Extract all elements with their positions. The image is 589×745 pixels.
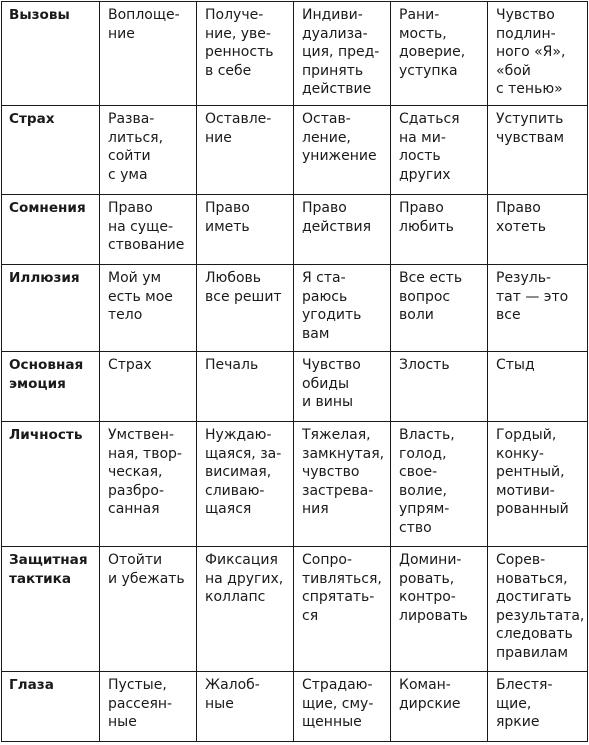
row-header: Иллюзия — [2, 265, 100, 352]
table-cell: Я ста- раюсь угодить вам — [294, 265, 391, 352]
table-cell: Индиви- дуализа- ция, пред- принять действие — [294, 2, 391, 106]
table-cell: Право на суще- ствование — [100, 195, 197, 265]
table-cell: Страдаю- щие, сму- щенные — [294, 672, 391, 742]
table-cell: Оставле- ние — [197, 106, 294, 195]
row-header: Страх — [2, 106, 100, 195]
table-body — [2, 2, 588, 742]
table-cell: Злость — [391, 352, 488, 422]
table-cell: Жалоб- ные — [197, 672, 294, 742]
row-header: Глаза — [2, 672, 100, 742]
table-cell: Сорев- новаться, достигать результата, следовать правилам — [488, 547, 588, 672]
table-cell: Любовь все решит — [197, 265, 294, 352]
row-header: Сомнения — [2, 195, 100, 265]
table-cell: Остав- ление, унижение — [294, 106, 391, 195]
table-cell: Отойти и убежать — [100, 547, 197, 672]
table-row-illusion — [2, 265, 588, 352]
row-header: Защитная тактика — [2, 547, 100, 672]
table-cell: Тяжелая, замкнутая, чувство застрева- ния — [294, 422, 391, 547]
table-row-doubts — [2, 195, 588, 265]
comparison-table — [1, 1, 588, 742]
table-row-defense — [2, 547, 588, 672]
table-cell: Рани- мость, доверие, уступка — [391, 2, 488, 106]
table-cell: Блестя- щие, яркие — [488, 672, 588, 742]
table-cell: Домини- ровать, контро- лировать — [391, 547, 488, 672]
table-cell: Власть, голод, свое- волие, упрям- ство — [391, 422, 488, 547]
table-cell: Воплоще- ние — [100, 2, 197, 106]
table-cell: Сдаться на ми- лость других — [391, 106, 488, 195]
table-row-personality — [2, 422, 588, 547]
table-cell: Чувство подлин- ного «Я», «бой с тенью» — [488, 2, 588, 106]
row-header: Вызовы — [2, 2, 100, 106]
table-cell: Развa- литься, сойти с ума — [100, 106, 197, 195]
row-header: Личность — [2, 422, 100, 547]
table-cell: Гордый, конку- рентный, мотиви- рованный — [488, 422, 588, 547]
table-cell: Право иметь — [197, 195, 294, 265]
table-row-fear — [2, 106, 588, 195]
table-cell: Право действия — [294, 195, 391, 265]
table-cell: Стыд — [488, 352, 588, 422]
table-cell: Получе- ние, уве- ренность в себе — [197, 2, 294, 106]
table-cell: Право любить — [391, 195, 488, 265]
table-cell: Мой ум есть мое тело — [100, 265, 197, 352]
table-cell: Пустые, рассеян- ные — [100, 672, 197, 742]
table-cell: Право хотеть — [488, 195, 588, 265]
table-cell: Коман- дирские — [391, 672, 488, 742]
table-cell: Страх — [100, 352, 197, 422]
table-cell: Резуль- тат — это все — [488, 265, 588, 352]
table-cell: Умствен- ная, твор- ческая, разбро- санная — [100, 422, 197, 547]
table-cell: Уступить чувствам — [488, 106, 588, 195]
row-header: Основная эмоция — [2, 352, 100, 422]
table-row-eyes — [2, 672, 588, 742]
table-cell: Нуждаю- щаяся, за- висимая, сливаю- щаяся — [197, 422, 294, 547]
table-cell: Фиксация на других, коллапс — [197, 547, 294, 672]
table-cell: Все есть вопрос воли — [391, 265, 488, 352]
table-cell: Чувство обиды и вины — [294, 352, 391, 422]
table-cell: Печаль — [197, 352, 294, 422]
table-row-emotion — [2, 352, 588, 422]
table-cell: Сопро- тивляться, спрятать- ся — [294, 547, 391, 672]
table-row-challenges — [2, 2, 588, 106]
